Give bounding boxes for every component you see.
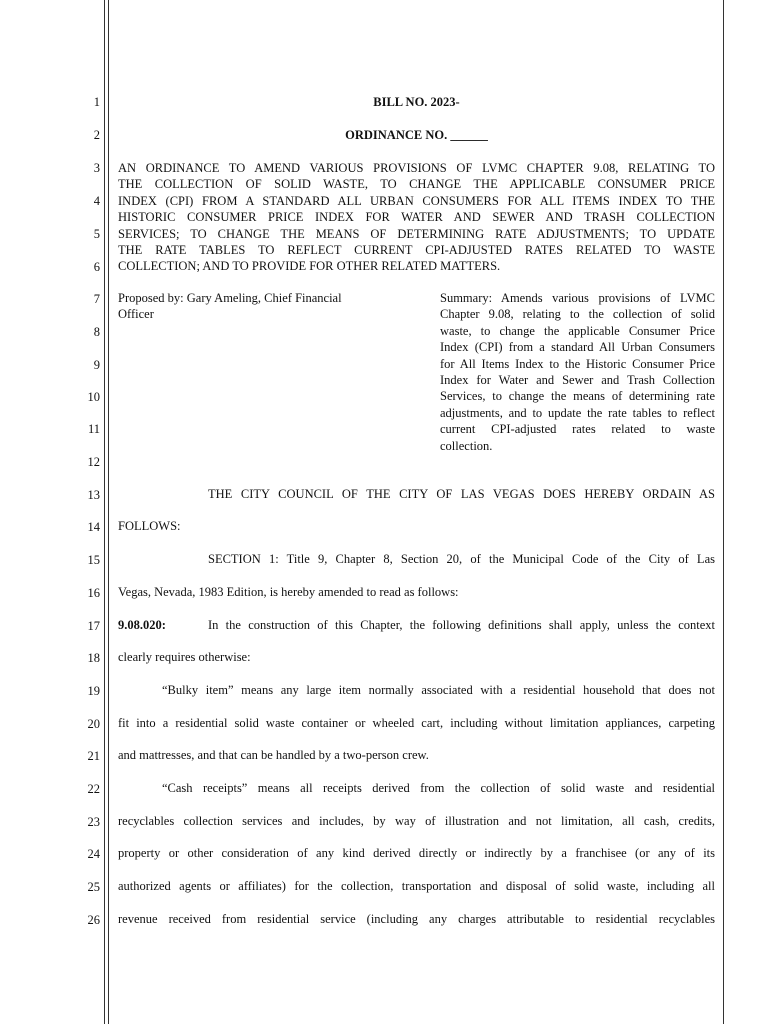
title-line: THE COLLECTION OF SOLID WASTE, TO CHANGE THE APPLICABLE CONSUMER PRICE [118, 177, 715, 192]
line-number: 9 [93, 358, 100, 372]
summary-line: Summary: Amends various provisions of LVMC [440, 291, 715, 305]
cash-receipts-definition-cont: revenue received from residential service (including any charges attributable to residential recyclables [118, 912, 715, 926]
section-1-text: Vegas, Nevada, 1983 Edition, is hereby amended to read as follows: [118, 585, 459, 599]
title-line: THE RATE TABLES TO REFLECT CURRENT CPI-ADJUSTED RATES RELATED TO WASTE [118, 243, 715, 258]
ordinance-number: ORDINANCE NO. ______ [345, 128, 488, 142]
summary-line: adjustments, and to update the rate tables to reflect [440, 405, 715, 420]
summary-line: Index (CPI) from a standard All Urban Consumers [440, 340, 715, 355]
line-number: 7 [93, 292, 100, 306]
section-1-heading: SECTION 1: Title 9, Chapter 8, Section 20, of the Municipal Code of the City of Las [208, 552, 715, 566]
cash-receipts-definition-cont: property or other consideration of any kind derived directly or indirectly by a franchisee (or any of its [118, 846, 715, 860]
cash-receipts-definition-cont: authorized agents or affiliates) for the collection, transportation and disposal of solid waste, including all [118, 879, 715, 893]
line-number: 20 [87, 717, 100, 731]
summary-line: current CPI-adjusted rates related to waste [440, 422, 715, 437]
line-number: 24 [87, 847, 100, 861]
left-margin-rule-inner [108, 0, 109, 1024]
line-number: 15 [87, 553, 100, 567]
line-number: 8 [93, 325, 100, 339]
bulky-item-definition: “Bulky item” means any large item normally associated with a residential household that does not [162, 683, 715, 697]
line-number: 5 [93, 227, 100, 241]
line-number: 1 [93, 95, 100, 109]
line-number: 6 [93, 260, 100, 274]
right-margin-rule [723, 0, 724, 1024]
proposed-by-line: Proposed by: Gary Ameling, Chief Financial [118, 291, 342, 305]
summary-line: collection. [440, 438, 493, 453]
cash-receipts-definition-cont: recyclables collection services and includes, by way of illustration and not limitation, all cash, credits, [118, 814, 715, 828]
definitions-intro-cont: clearly requires otherwise: [118, 650, 251, 664]
line-number: 2 [93, 128, 100, 142]
title-line: HISTORIC CONSUMER PRICE INDEX FOR WATER AND SEWER AND TRASH COLLECTION [118, 210, 715, 225]
line-number: 14 [87, 520, 100, 534]
line-number: 22 [87, 782, 100, 796]
title-line: COLLECTION; AND TO PROVIDE FOR OTHER RELATED MATTERS. [118, 259, 501, 274]
line-number: 18 [87, 651, 100, 665]
line-number: 17 [87, 619, 100, 633]
bill-number: BILL NO. 2023- [373, 95, 460, 109]
bulky-item-definition-cont: fit into a residential solid waste container or wheeled cart, including without limitation appliances, carpeting [118, 716, 715, 730]
ordaining-clause: THE CITY COUNCIL OF THE CITY OF LAS VEGAS DOES HEREBY ORDAIN AS [208, 487, 715, 501]
section-number: 9.08.020: [118, 618, 166, 632]
line-number: 25 [87, 880, 100, 894]
line-number: 12 [87, 455, 100, 469]
proposed-by-line: Officer [118, 307, 154, 322]
proposed-by [118, 290, 388, 323]
cash-receipts-definition: “Cash receipts” means all receipts derived from the collection of solid waste and residential [162, 781, 715, 795]
title-line: AN ORDINANCE TO AMEND VARIOUS PROVISIONS OF LVMC CHAPTER 9.08, RELATING TO [118, 161, 715, 175]
bulky-item-definition-end: and mattresses, and that can be handled by a two-person crew. [118, 748, 429, 762]
line-number: 16 [87, 586, 100, 600]
title-line: INDEX (CPI) FROM A STANDARD ALL URBAN CONSUMERS FOR ALL ITEMS INDEX TO THE [118, 193, 715, 208]
line-number: 26 [87, 913, 100, 927]
summary [440, 290, 715, 454]
title-line: SERVICES; TO CHANGE THE MEANS OF DETERMINING RATE ADJUSTMENTS; TO UPDATE [118, 226, 715, 241]
definitions-intro: In the construction of this Chapter, the following definitions shall apply, unless the context [208, 618, 715, 632]
left-margin-rule-outer [104, 0, 105, 1024]
line-number: 21 [87, 749, 100, 763]
summary-line: for All Items Index to the Historic Consumer Price [440, 356, 715, 371]
ordaining-clause-cont: FOLLOWS: [118, 519, 181, 533]
line-number: 23 [87, 815, 100, 829]
ordinance-title [118, 160, 715, 275]
summary-line: Index for Water and Sewer and Trash Collection [440, 373, 715, 388]
line-number: 13 [87, 488, 100, 502]
summary-line: Chapter 9.08, relating to the collection of solid [440, 307, 715, 322]
summary-line: Services, to change the means of determining rate [440, 389, 715, 404]
line-number: 4 [93, 194, 100, 208]
summary-line: waste, to change the applicable Consumer Price [440, 323, 715, 338]
line-number: 3 [93, 161, 100, 175]
line-number: 19 [87, 684, 100, 698]
line-number: 10 [87, 390, 100, 404]
line-number: 11 [87, 422, 100, 436]
